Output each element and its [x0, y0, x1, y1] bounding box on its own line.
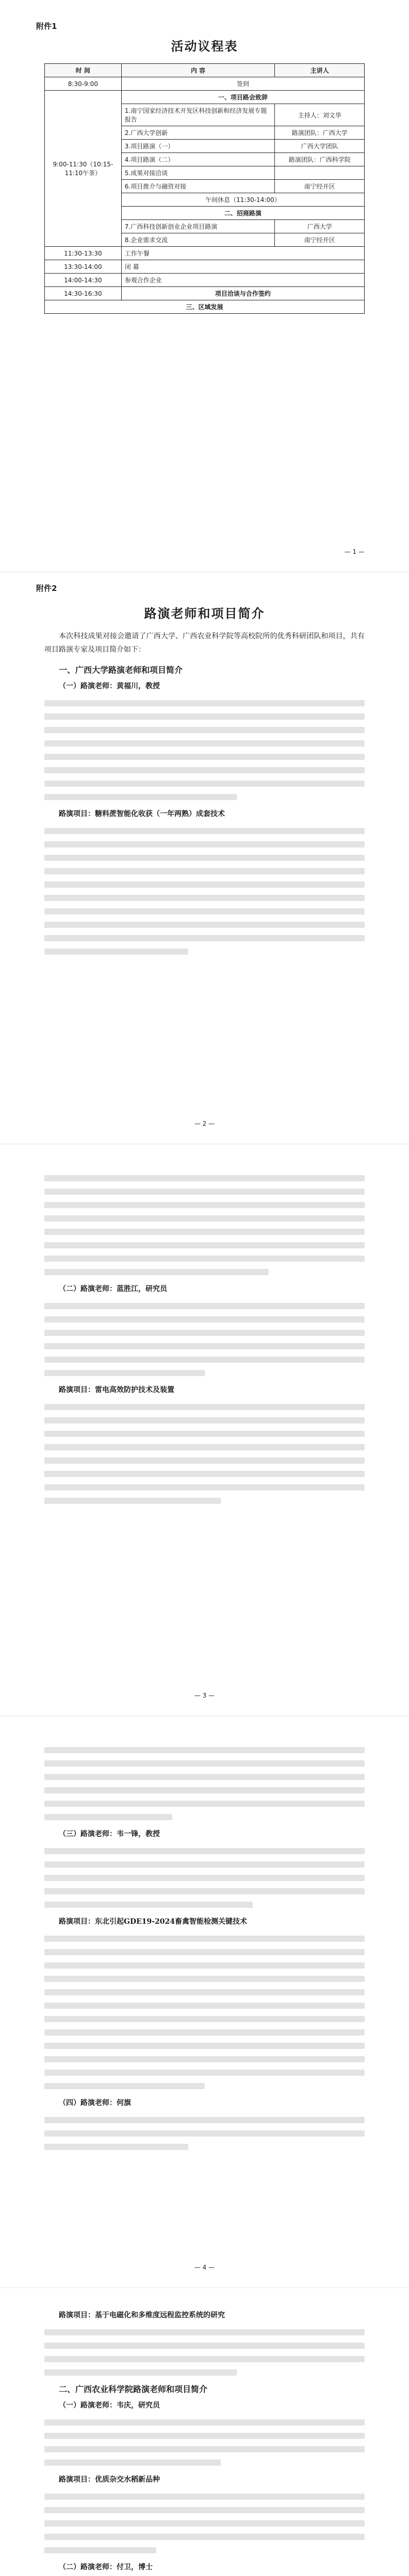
project-description-cont: [44, 1719, 365, 1820]
section-2-heading: 二、广西农业科学院路演老师和项目简介: [59, 2384, 208, 2394]
page-number: — 4 —: [194, 2264, 215, 2271]
bottom-content: 工作午餐: [121, 247, 364, 260]
table-row: [45, 287, 365, 300]
section-2: 二、招商路演: [121, 207, 364, 220]
project-description: [44, 1936, 365, 2089]
header-time: 时 间: [45, 64, 122, 77]
page-number: — 2 —: [194, 1120, 215, 1127]
agenda-speaker: 南宁经开区: [275, 233, 365, 247]
presenter-bio: [44, 1848, 365, 1908]
table-row: [45, 274, 365, 287]
table-row: [45, 77, 365, 91]
agenda-item: 3.项目路演（一）: [121, 140, 275, 153]
header-speaker: 主讲人: [275, 64, 365, 77]
bottom-time: 14:00-14:30: [45, 274, 122, 287]
signin-time: 8:30-9:00: [45, 77, 122, 91]
table-row: [45, 91, 365, 104]
bottom-content: 闭 幕: [121, 260, 364, 274]
agenda-title: 活动议程表: [171, 39, 238, 54]
agenda-item: 7.广西科技创新创业企业项目路演: [121, 220, 275, 233]
agenda-header-row: [45, 64, 365, 77]
page-4: [0, 1716, 409, 2287]
agenda-speaker: 路演团队：广西科学院: [275, 153, 365, 166]
project-heading: 路演项目：糖料蔗智能化收获（一年两熟）成套技术: [59, 810, 225, 818]
project-description: [44, 828, 365, 955]
page-3: [0, 1144, 409, 1716]
project-description: [44, 1404, 365, 1504]
presenter-heading: （四）路演老师：何旗: [59, 2099, 131, 2107]
attachment-1-label: 附件1: [36, 22, 57, 31]
project-heading: 路演项目：东北引起GDE19-2024畜禽智能检测关键技术: [59, 1918, 248, 1926]
agenda-item: 2.广西大学创新: [121, 126, 275, 140]
morning-time: 9:00-11:30（10:15-11:10午茶）: [45, 91, 122, 247]
presenter-bio: [44, 1303, 365, 1376]
agenda-item: 8.企业需求交流: [121, 233, 275, 247]
agenda-item: 6.项目推介与融资对接: [121, 180, 275, 193]
agenda-speaker: [275, 166, 365, 180]
project-description: [44, 2329, 365, 2376]
page-1: [0, 0, 409, 572]
lunch-break: 午间休息（11:30-14:00）: [121, 193, 364, 207]
page-5: [0, 2287, 409, 2576]
presenter-bio: [44, 2117, 365, 2150]
agenda-item: 4.项目路演（二）: [121, 153, 275, 166]
agenda-speaker: 广西大学: [275, 220, 365, 233]
bottom-content: 参观合作企业: [121, 274, 364, 287]
agenda-speaker: 广西大学团队: [275, 140, 365, 153]
bottom-time: 11:30-13:30: [45, 247, 122, 260]
table-row: [45, 300, 365, 314]
project-heading: 路演项目：优质杂交水稻新品种: [59, 2476, 160, 2484]
presenter-heading: （三）路演老师：韦一锋，教授: [59, 1830, 160, 1838]
table-row: [45, 247, 365, 260]
bottom-time: 14:30-16:30: [45, 287, 122, 300]
presenter-heading: （二）路演老师：蓝胜江，研究员: [59, 1285, 167, 1293]
table-row: [45, 260, 365, 274]
page-number: — 1 —: [344, 548, 365, 555]
agenda-table: [44, 63, 365, 314]
project-heading: 路演项目：基于电磁化和多维度远程监控系统的研究: [59, 2311, 225, 2319]
page-number: — 3 —: [194, 1692, 215, 1699]
attachment-2-label: 附件2: [36, 584, 57, 593]
project-description-cont: [44, 1147, 365, 1275]
agenda-item: 5.成果对接洽谈: [121, 166, 275, 180]
main-title: 路演老师和项目简介: [144, 606, 265, 621]
project-description: [44, 2494, 365, 2553]
presenter-heading: （二）路演老师：付卫，博士: [59, 2563, 153, 2571]
page-2: [0, 572, 409, 1144]
presenter-bio: [44, 2419, 365, 2466]
section-1: 一、项目路会致辞: [121, 91, 364, 104]
bottom-content: 项目洽谈与合作签约: [121, 287, 364, 300]
bottom-time: 13:30-14:00: [45, 260, 122, 274]
intro-paragraph: 本次科技成果对接会邀请了广西大学、广西农业科学院等高校院所的优秀科研团队和项目，共有项目路演专家及项目简介如下：: [44, 632, 365, 654]
section-1-heading: 一、广西大学路演老师和项目简介: [59, 665, 183, 675]
project-heading: 路演项目：雷电高效防护技术及装置: [59, 1386, 174, 1394]
agenda-speaker: 主持人：刘文华: [275, 104, 365, 126]
section-3: 三、区域发展: [45, 300, 365, 314]
presenter-bio: [44, 700, 365, 800]
agenda-speaker: 南宁经开区: [275, 180, 365, 193]
agenda-speaker: 路演团队：广西大学: [275, 126, 365, 140]
agenda-item: 1.南宁国家经济技术开发区科技创新和经济发展专题报告: [121, 104, 275, 126]
signin-content: 签到: [121, 77, 364, 91]
presenter-heading: （一）路演老师：黄福川，教授: [59, 682, 160, 690]
header-content: 内 容: [121, 64, 275, 77]
presenter-heading: （一）路演老师：韦庆，研究员: [59, 2401, 160, 2410]
